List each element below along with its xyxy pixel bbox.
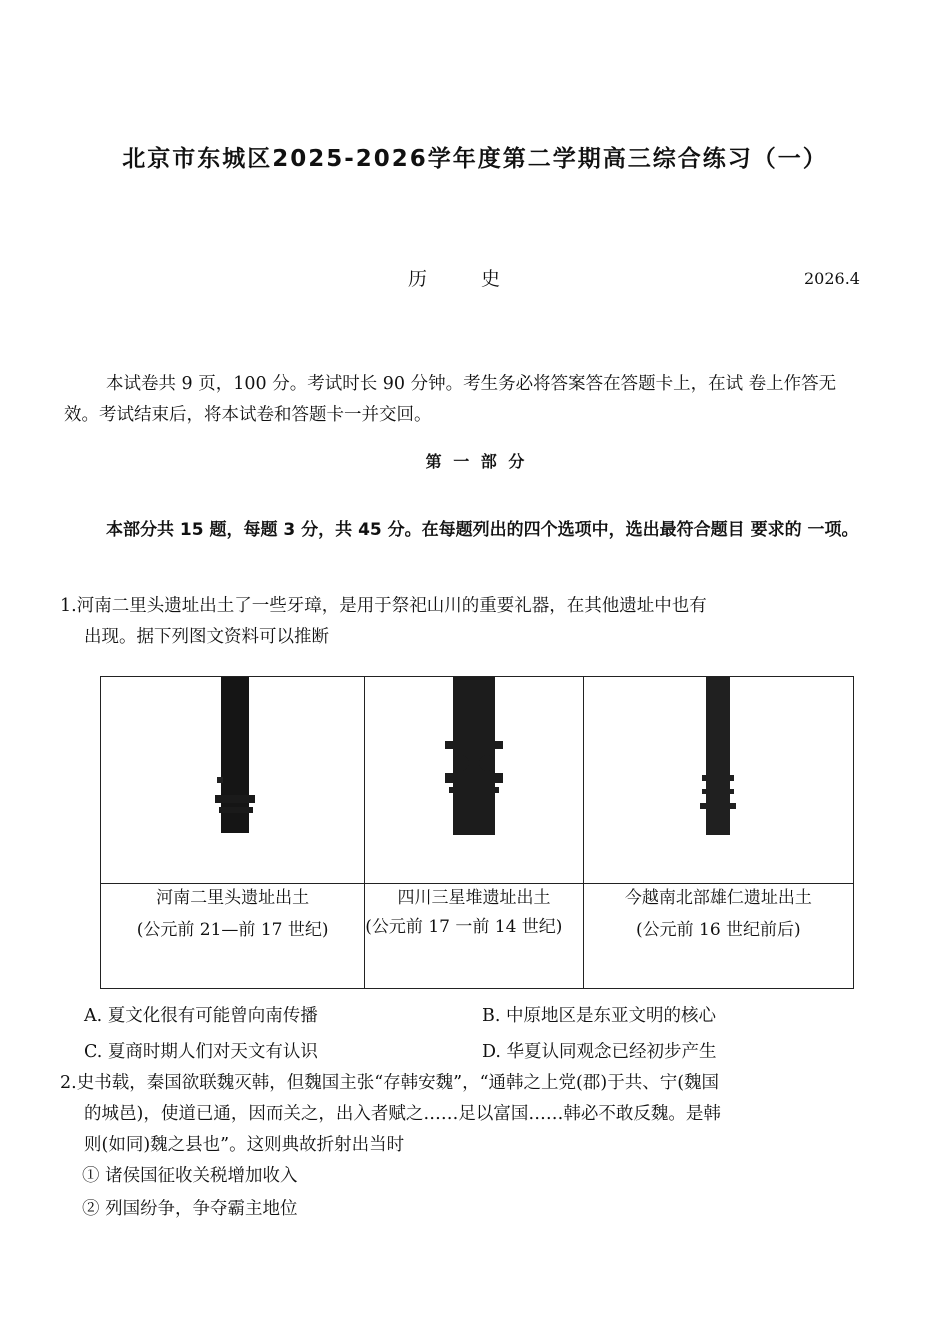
caption-site: 河南二里头遗址出土 — [156, 888, 310, 908]
statement-item-1: ① 诸侯国征收关税增加收入 — [82, 1166, 298, 1186]
subject-label: 历史 — [408, 268, 555, 290]
question-stem-continued: 的城邑)，使道已通，因而关之，出入者赋之……足以富国……韩必不敢反魏。是韩 — [84, 1104, 721, 1124]
question-stem-continued: 则(如同)魏之县也”。这则典故折射出当时 — [84, 1135, 405, 1155]
caption-period: (公元前 17 一前 14 世纪) — [365, 917, 563, 937]
statement-item-2: ② 列国纷争，争夺霸主地位 — [82, 1199, 298, 1219]
question-1 — [60, 591, 872, 653]
figure-caption-erlitou — [101, 884, 365, 989]
yazhang-image-sanxingdui — [365, 677, 583, 884]
caption-site: 四川三星堆遗址出土 — [397, 888, 551, 908]
caption-period: (公元前 21—前 17 世纪) — [136, 920, 329, 940]
question-stem: 河南二里头遗址出土了一些牙璋，是用于祭祀山川的重要礼器，在其他遗址中也有 — [76, 596, 707, 616]
caption-period: (公元前 16 世纪前后) — [635, 920, 801, 940]
figure-table — [100, 676, 854, 989]
yazhang-xiongren-illustration — [584, 677, 854, 883]
part-title: 第 一 部 分 — [425, 452, 525, 471]
part-instructions: 本部分共 15 题，每题 3 分，共 45 分。在每题列出的四个选项中，选出最符合题目 要求的 一项。 — [106, 520, 859, 540]
question-number: 2. — [60, 1073, 77, 1093]
option-d[interactable]: D. 华夏认同观念已经初步产生 — [482, 1042, 717, 1062]
yazhang-image-xiongren — [583, 677, 853, 884]
yazhang-erlitou-illustration — [101, 677, 365, 883]
question-stem-continued: 出现。据下列图文资料可以推断 — [84, 627, 329, 647]
question-number: 1. — [60, 596, 77, 616]
yazhang-image-erlitou — [101, 677, 365, 884]
figure-caption-xiongren — [583, 884, 853, 989]
question-2 — [60, 1068, 872, 1161]
exam-instructions: 本试卷共 9 页，100 分。考试时长 90 分钟。考生务必将答案答在答题卡上，在试 卷上作答无效。考试结束后，将本试卷和答题卡一并交回。 — [64, 374, 837, 425]
option-c[interactable]: C. 夏商时期人们对天文有认识 — [84, 1042, 318, 1062]
exam-date: 2026.4 — [804, 269, 860, 288]
caption-site: 今越南北部雄仁遗址出土 — [624, 888, 812, 908]
yazhang-sanxingdui-illustration — [365, 677, 583, 883]
question-stem: 史书载，秦国欲联魏灭韩，但魏国主张“存韩安魏”，“通韩之上党(郡)于共、宁(魏国 — [76, 1073, 720, 1093]
exam-title: 北京市东城区2025-2026学年度第二学期高三综合练习（一） — [122, 146, 828, 172]
figure-caption-sanxingdui — [365, 884, 583, 989]
option-a[interactable]: A. 夏文化很有可能曾向南传播 — [84, 1006, 318, 1026]
option-b[interactable]: B. 中原地区是东亚文明的核心 — [482, 1006, 716, 1026]
